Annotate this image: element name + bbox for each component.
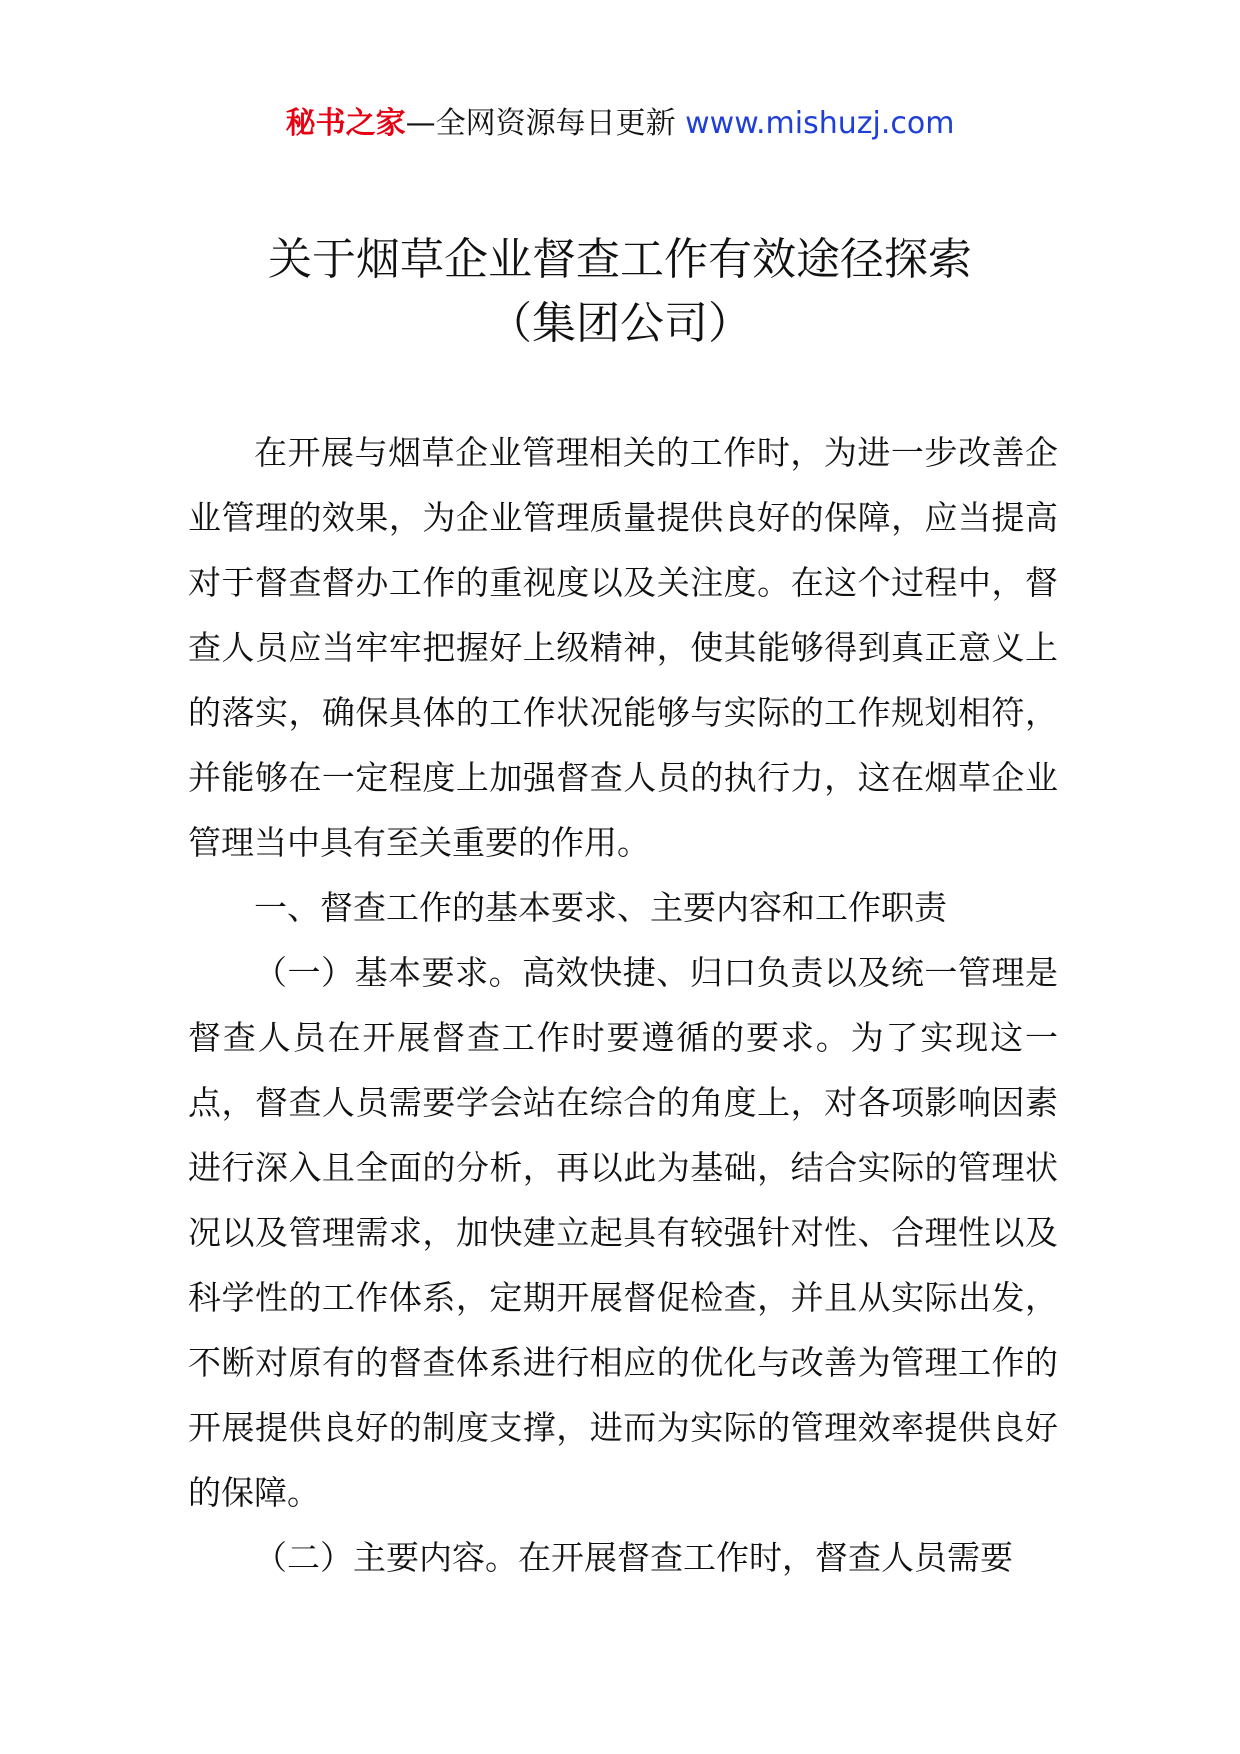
site-watermark-header [0,104,1240,144]
title-line-1: 关于烟草企业督查工作有效途径探索 [268,234,972,285]
intro-paragraph: 在开展与烟草企业管理相关的工作时，为进一步改善企业管理的效果，为企业管理质量提供良好的保障，应当提高对于督查督办工作的重视度以及关注度。在这个过程中，督查人员应当牢牢把握好上级精神，使其能够得到真正意义上的落实，确保具体的工作状况能够与实际的工作规划相符，并能够在一定程度上加强督查人员的执行力，这在烟草企业管理当中具有至关重要的作用。 [188,433,1058,862]
brand-slogan: —全网资源每日更新 [405,106,676,141]
document-title [0,228,1240,356]
document-body [188,420,1058,1590]
title-line-2: （集团公司） [488,298,752,349]
paragraph-main-content: （二）主要内容。在开展督查工作时，督查人员需要 [254,1538,1013,1577]
paragraph-basic-requirements: （一）基本要求。高效快捷、归口负责以及统一管理是督查人员在开展督查工作时要遵循的要求。为了实现这一点，督查人员需要学会站在综合的角度上，对各项影响因素进行深入且全面的分析，再以此为基础，结合实际的管理状况以及管理需求，加快建立起具有较强针对性、合理性以及科学性的工作体系，定期开展督促检查，并且从实际出发，不断对原有的督查体系进行相应的优化与改善为管理工作的开展提供良好的制度支撑，进而为实际的管理效率提供良好的保障。 [188,953,1058,1512]
site-url: www.mishuzj.com [685,106,955,141]
brand-name: 秘书之家 [285,106,406,141]
section-heading-1: 一、督查工作的基本要求、主要内容和工作职责 [254,888,947,927]
